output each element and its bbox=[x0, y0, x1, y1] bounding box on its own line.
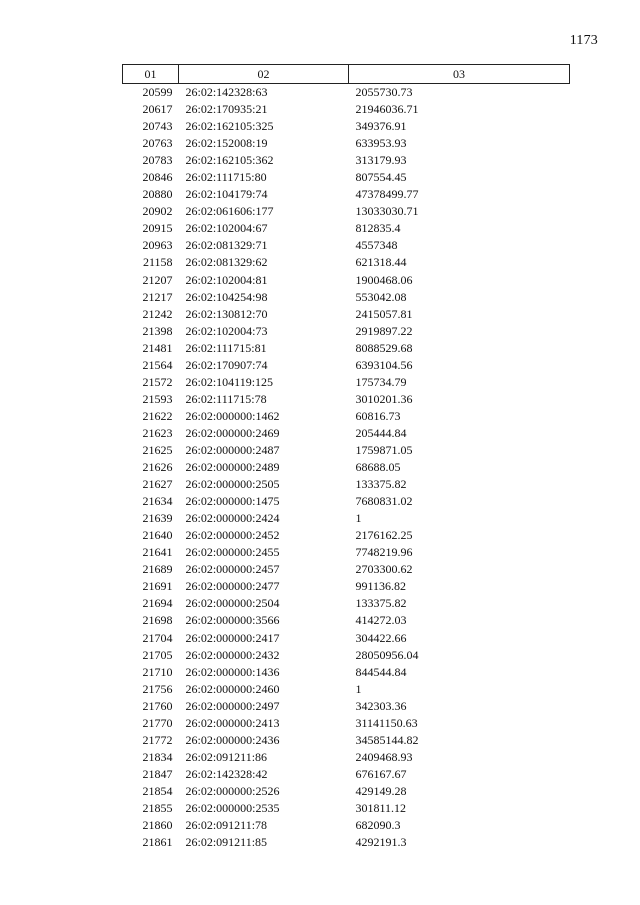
row-id-cell: 21481 bbox=[142, 340, 173, 355]
value-cell: 205444.84 bbox=[355, 425, 407, 440]
row-id-cell: 21834 bbox=[142, 749, 173, 764]
value-cell: 2176162.25 bbox=[355, 528, 413, 543]
cadastral-number-cell: 26:02:000000:3566 bbox=[185, 613, 280, 628]
cadastral-number-cell: 26:02:000000:2460 bbox=[185, 681, 280, 696]
table-row bbox=[123, 289, 570, 306]
row-id-cell: 21760 bbox=[142, 698, 173, 713]
cadastral-number-cell: 26:02:091211:86 bbox=[185, 749, 268, 764]
column-header-02: 02 bbox=[179, 65, 349, 84]
row-id-cell: 21847 bbox=[142, 766, 173, 781]
table-header-row bbox=[123, 65, 570, 84]
cadastral-number-cell: 26:02:000000:1475 bbox=[185, 494, 280, 509]
table-row bbox=[123, 817, 570, 834]
table-header bbox=[123, 65, 570, 84]
cadastral-number-cell: 26:02:000000:2535 bbox=[185, 800, 280, 815]
row-id-cell: 21770 bbox=[142, 715, 173, 730]
row-id-cell: 21207 bbox=[142, 272, 173, 287]
table-row bbox=[123, 135, 570, 152]
table-row bbox=[123, 237, 570, 254]
table-row bbox=[123, 306, 570, 323]
value-cell: 6393104.56 bbox=[355, 357, 413, 372]
row-id-cell: 21639 bbox=[142, 511, 173, 526]
value-cell: 2409468.93 bbox=[355, 749, 413, 764]
value-cell: 676167.67 bbox=[355, 766, 407, 781]
table-row bbox=[123, 357, 570, 374]
table-row bbox=[123, 834, 570, 851]
table-row bbox=[123, 800, 570, 817]
table-row bbox=[123, 578, 570, 595]
cadastral-number-cell: 26:02:000000:2455 bbox=[185, 545, 280, 560]
table-row bbox=[123, 220, 570, 237]
row-id-cell: 21705 bbox=[142, 647, 173, 662]
row-id-cell: 20963 bbox=[142, 238, 173, 253]
row-id-cell: 21861 bbox=[142, 835, 173, 850]
cadastral-number-cell: 26:02:000000:2436 bbox=[185, 732, 280, 747]
cadastral-number-cell: 26:02:061606:177 bbox=[185, 204, 274, 219]
table-row bbox=[123, 544, 570, 561]
table-row bbox=[123, 459, 570, 476]
table-row bbox=[123, 118, 570, 135]
table-row bbox=[123, 476, 570, 493]
value-cell: 807554.45 bbox=[355, 170, 407, 185]
cadastral-number-cell: 26:02:000000:2417 bbox=[185, 630, 280, 645]
row-id-cell: 21572 bbox=[142, 374, 173, 389]
value-cell: 1900468.06 bbox=[355, 272, 413, 287]
table-row bbox=[123, 272, 570, 289]
row-id-cell: 20599 bbox=[142, 85, 173, 99]
cadastral-number-cell: 26:02:111715:81 bbox=[185, 340, 267, 355]
table-row bbox=[123, 612, 570, 629]
cadastral-number-cell: 26:02:000000:2469 bbox=[185, 425, 280, 440]
value-cell: 13033030.71 bbox=[355, 204, 419, 219]
row-id-cell: 20763 bbox=[142, 136, 173, 151]
cadastral-number-cell: 26:02:130812:70 bbox=[185, 306, 268, 321]
row-id-cell: 21689 bbox=[142, 562, 173, 577]
cadastral-number-cell: 26:02:102004:81 bbox=[185, 272, 268, 287]
table-row bbox=[123, 698, 570, 715]
cadastral-number-cell: 26:02:104179:74 bbox=[185, 187, 268, 202]
table-row bbox=[123, 169, 570, 186]
row-id-cell: 21698 bbox=[142, 613, 173, 628]
table-row bbox=[123, 493, 570, 510]
cadastral-number-cell: 26:02:000000:2452 bbox=[185, 528, 280, 543]
cadastral-number-cell: 26:02:081329:62 bbox=[185, 255, 268, 270]
value-cell: 304422.66 bbox=[355, 630, 407, 645]
column-header-03: 03 bbox=[349, 65, 570, 84]
row-id-cell: 21564 bbox=[142, 357, 173, 372]
cadastral-number-cell: 26:02:000000:2505 bbox=[185, 477, 280, 492]
value-cell: 4557348 bbox=[355, 238, 398, 253]
cadastral-number-cell: 26:02:000000:2432 bbox=[185, 647, 280, 662]
cadastral-number-cell: 26:02:152008:19 bbox=[185, 136, 268, 151]
table-row bbox=[123, 510, 570, 527]
table-row bbox=[123, 647, 570, 664]
value-cell: 28050956.04 bbox=[355, 647, 419, 662]
row-id-cell: 20617 bbox=[142, 102, 173, 117]
value-cell: 21946036.71 bbox=[355, 102, 419, 117]
table-row bbox=[123, 783, 570, 800]
value-cell: 414272.03 bbox=[355, 613, 407, 628]
table-row bbox=[123, 186, 570, 203]
cadastral-number-cell: 26:02:000000:1462 bbox=[185, 408, 280, 423]
cadastral-number-cell: 26:02:104119:125 bbox=[185, 374, 274, 389]
row-id-cell: 21640 bbox=[142, 528, 173, 543]
row-id-cell: 21158 bbox=[142, 255, 173, 270]
table-row bbox=[123, 630, 570, 647]
value-cell: 313179.93 bbox=[355, 153, 407, 168]
table-row bbox=[123, 442, 570, 459]
table-row bbox=[123, 425, 570, 442]
table-row bbox=[123, 254, 570, 271]
cadastral-number-cell: 26:02:000000:2424 bbox=[185, 511, 280, 526]
value-cell: 1 bbox=[355, 681, 362, 696]
table-row bbox=[123, 681, 570, 698]
row-id-cell: 21756 bbox=[142, 681, 173, 696]
value-cell: 3010201.36 bbox=[355, 391, 413, 406]
value-cell: 133375.82 bbox=[355, 477, 407, 492]
table-row bbox=[123, 408, 570, 425]
cadastral-number-cell: 26:02:000000:2526 bbox=[185, 783, 280, 798]
row-id-cell: 20783 bbox=[142, 153, 173, 168]
value-cell: 342303.36 bbox=[355, 698, 407, 713]
cadastral-number-cell: 26:02:091211:78 bbox=[185, 818, 268, 833]
cadastral-number-cell: 26:02:000000:2457 bbox=[185, 562, 280, 577]
cadastral-number-cell: 26:02:170935:21 bbox=[185, 102, 268, 117]
table-row bbox=[123, 595, 570, 612]
value-cell: 1 bbox=[355, 511, 362, 526]
cadastral-number-cell: 26:02:000000:2413 bbox=[185, 715, 280, 730]
row-id-cell: 21854 bbox=[142, 783, 173, 798]
row-id-cell: 21627 bbox=[142, 477, 173, 492]
row-id-cell: 21710 bbox=[142, 664, 173, 679]
cadastral-number-cell: 26:02:102004:67 bbox=[185, 221, 268, 236]
row-id-cell: 20743 bbox=[142, 119, 173, 134]
value-cell: 60816.73 bbox=[355, 408, 401, 423]
row-id-cell: 21694 bbox=[142, 596, 173, 611]
row-id-cell: 21593 bbox=[142, 391, 173, 406]
row-id-cell: 21217 bbox=[142, 289, 173, 304]
value-cell: 812835.4 bbox=[355, 221, 401, 236]
row-id-cell: 21634 bbox=[142, 494, 173, 509]
row-id-cell: 21623 bbox=[142, 425, 173, 440]
page-number: 1173 bbox=[569, 33, 598, 48]
value-cell: 133375.82 bbox=[355, 596, 407, 611]
row-id-cell: 21860 bbox=[142, 818, 173, 833]
value-cell: 175734.79 bbox=[355, 374, 407, 389]
row-id-cell: 21625 bbox=[142, 442, 173, 457]
cadastral-number-cell: 26:02:111715:80 bbox=[185, 170, 267, 185]
table-row bbox=[123, 561, 570, 578]
value-cell: 7680831.02 bbox=[355, 494, 413, 509]
cadastral-number-cell: 26:02:142328:63 bbox=[185, 85, 268, 99]
row-id-cell: 21855 bbox=[142, 800, 173, 815]
column-header-01: 01 bbox=[123, 65, 179, 84]
row-id-cell: 21398 bbox=[142, 323, 173, 338]
cadastral-number-cell: 26:02:162105:325 bbox=[185, 119, 274, 134]
table-row bbox=[123, 203, 570, 220]
cadastral-number-cell: 26:02:000000:1436 bbox=[185, 664, 280, 679]
row-id-cell: 21626 bbox=[142, 460, 173, 475]
value-cell: 7748219.96 bbox=[355, 545, 413, 560]
table-row bbox=[123, 527, 570, 544]
table-row bbox=[123, 749, 570, 766]
cadastral-number-cell: 26:02:102004:73 bbox=[185, 323, 268, 338]
value-cell: 349376.91 bbox=[355, 119, 407, 134]
table-row bbox=[123, 152, 570, 169]
value-cell: 2919897.22 bbox=[355, 323, 413, 338]
cadastral-number-cell: 26:02:000000:2504 bbox=[185, 596, 280, 611]
row-id-cell: 21704 bbox=[142, 630, 173, 645]
value-cell: 301811.12 bbox=[355, 800, 407, 815]
row-id-cell: 21691 bbox=[142, 579, 173, 594]
table-row bbox=[123, 374, 570, 391]
value-cell: 633953.93 bbox=[355, 136, 407, 151]
value-cell: 68688.05 bbox=[355, 460, 401, 475]
value-cell: 34585144.82 bbox=[355, 732, 419, 747]
row-id-cell: 20880 bbox=[142, 187, 173, 202]
value-cell: 682090.3 bbox=[355, 818, 401, 833]
cadastral-number-cell: 26:02:000000:2487 bbox=[185, 442, 280, 457]
row-id-cell: 21622 bbox=[142, 408, 173, 423]
row-id-cell: 21242 bbox=[142, 306, 173, 321]
value-cell: 1759871.05 bbox=[355, 442, 413, 457]
table-row bbox=[123, 715, 570, 732]
value-cell: 844544.84 bbox=[355, 664, 407, 679]
value-cell: 2415057.81 bbox=[355, 306, 413, 321]
value-cell: 2703300.62 bbox=[355, 562, 413, 577]
value-cell: 621318.44 bbox=[355, 255, 407, 270]
value-cell: 429149.28 bbox=[355, 783, 407, 798]
table-body bbox=[123, 84, 570, 852]
table-row bbox=[123, 664, 570, 681]
cadastral-number-cell: 26:02:000000:2497 bbox=[185, 698, 280, 713]
row-id-cell: 21641 bbox=[142, 545, 173, 560]
value-cell: 991136.82 bbox=[355, 579, 407, 594]
value-cell: 553042.08 bbox=[355, 289, 407, 304]
value-cell: 4292191.3 bbox=[355, 835, 407, 850]
value-cell: 31141150.63 bbox=[355, 715, 418, 730]
cadastral-number-cell: 26:02:170907:74 bbox=[185, 357, 268, 372]
value-cell: 8088529.68 bbox=[355, 340, 413, 355]
cadastral-number-cell: 26:02:162105:362 bbox=[185, 153, 274, 168]
cadastral-number-cell: 26:02:104254:98 bbox=[185, 289, 268, 304]
data-table-container bbox=[122, 64, 569, 851]
value-cell: 2055730.73 bbox=[355, 85, 413, 99]
row-id-cell: 20902 bbox=[142, 204, 173, 219]
row-id-cell: 21772 bbox=[142, 732, 173, 747]
cadastral-number-cell: 26:02:111715:78 bbox=[185, 391, 267, 406]
row-id-cell: 20846 bbox=[142, 170, 173, 185]
table-row bbox=[123, 84, 570, 102]
row-id-cell: 20915 bbox=[142, 221, 173, 236]
data-table bbox=[122, 64, 570, 851]
table-row bbox=[123, 340, 570, 357]
cadastral-number-cell: 26:02:091211:85 bbox=[185, 835, 268, 850]
table-row bbox=[123, 391, 570, 408]
table-row bbox=[123, 732, 570, 749]
cadastral-number-cell: 26:02:142328:42 bbox=[185, 766, 268, 781]
table-row bbox=[123, 323, 570, 340]
cadastral-number-cell: 26:02:000000:2477 bbox=[185, 579, 280, 594]
cadastral-number-cell: 26:02:081329:71 bbox=[185, 238, 268, 253]
value-cell: 47378499.77 bbox=[355, 187, 419, 202]
table-row bbox=[123, 766, 570, 783]
cadastral-number-cell: 26:02:000000:2489 bbox=[185, 460, 280, 475]
table-row bbox=[123, 101, 570, 118]
